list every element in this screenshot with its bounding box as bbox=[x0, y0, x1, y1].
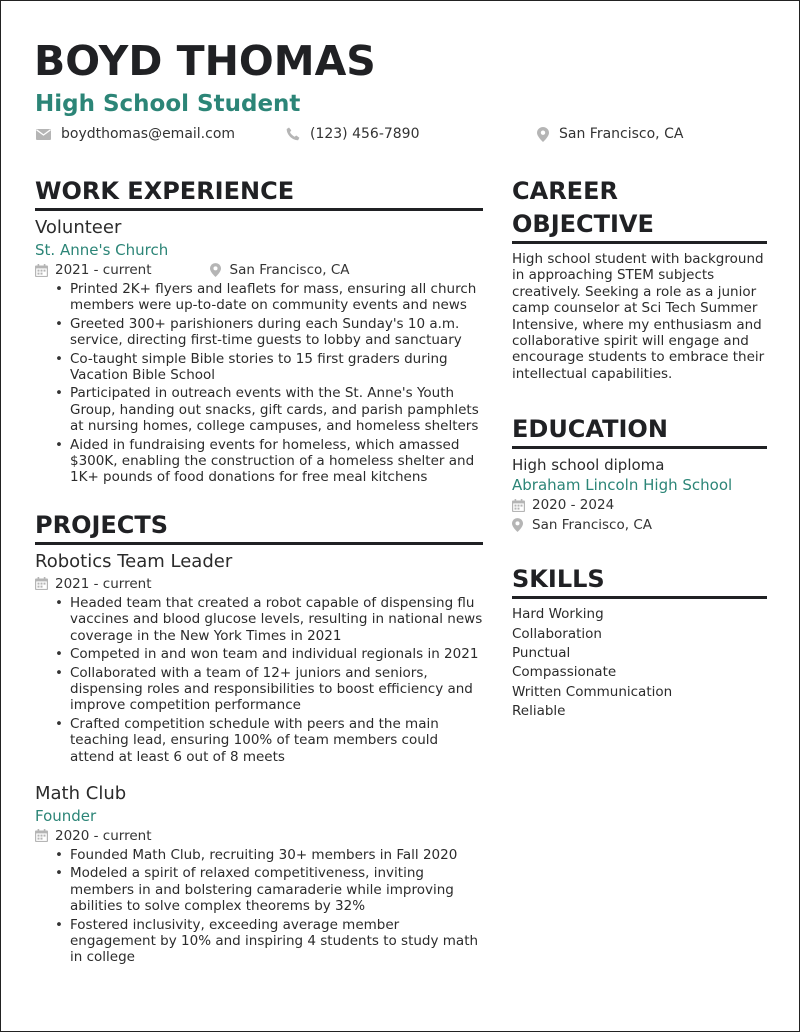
list-item: • Headed team that created a robot capable of dispensing flu vaccines and blood glucose levels, resulting in national news coverage in the New York Times in 2021 bbox=[70, 595, 483, 644]
work-entry-bullets bbox=[35, 281, 483, 486]
envelope-icon bbox=[36, 129, 51, 140]
project-entry-title: Robotics Team Leader bbox=[35, 550, 233, 572]
project-entry-org: Founder bbox=[35, 806, 97, 825]
skill-item: Compassionate bbox=[512, 664, 617, 681]
projects-heading: PROJECTS bbox=[35, 509, 483, 545]
career-objective-text: High school student with background in approaching STEM subjects creatively. Seeking a role as a junior camp counselor at Sci Tech Summer Intensive, where my enthusiasm and collaborative spirit will engage and encourage students to embrace their intellectual capabilities. bbox=[512, 251, 765, 382]
work-entry-org: St. Anne's Church bbox=[35, 241, 169, 259]
list-item: • Aided in fundraising events for homeless, which amassed $300K, enabling the construction of a homeless shelter and 1K+ pounds of food donations for free meal kitchens bbox=[70, 437, 483, 486]
education-location-row bbox=[512, 515, 767, 535]
project-entry-meta bbox=[35, 574, 483, 594]
candidate-name: BOYD THOMAS bbox=[34, 37, 376, 85]
list-item: • Founded Math Club, recruiting 30+ members in Fall 2020 bbox=[70, 847, 483, 863]
skill-item: Written Communication bbox=[512, 683, 673, 700]
calendar-icon bbox=[35, 829, 48, 842]
contact-email[interactable] bbox=[36, 124, 235, 144]
work-entry-dates: 2021 - current bbox=[55, 262, 152, 278]
work-entry-location: San Francisco, CA bbox=[229, 262, 350, 278]
project-entry-bullets bbox=[35, 847, 483, 966]
email-text: boydthomas@email.com bbox=[61, 126, 236, 142]
work-entry bbox=[35, 216, 483, 486]
education-location: San Francisco, CA bbox=[532, 517, 652, 534]
project-entry-title: Math Club bbox=[35, 782, 127, 804]
contact-location bbox=[537, 124, 683, 144]
list-item: • Collaborated with a team of 12+ juniors and seniors, dispensing roles and responsibilities to boost efficiency and improve competition performance bbox=[70, 665, 483, 714]
project-entry bbox=[35, 550, 483, 765]
education-school: Abraham Lincoln High School bbox=[512, 476, 733, 495]
project-entry-meta bbox=[35, 826, 483, 846]
list-item: • Printed 2K+ flyers and leaflets for mass, ensuring all church members were up-to-date on community events and news bbox=[70, 281, 483, 314]
map-pin-icon bbox=[512, 518, 523, 532]
project-entry-dates: 2021 - current bbox=[55, 575, 152, 592]
list-item: • Participated in outreach events with the St. Anne's Youth Group, handing out snacks, gift cards, and parish pamphlets at nursing homes, college campuses, and homeless shelters bbox=[70, 385, 483, 434]
skill-item: Hard Working bbox=[512, 606, 604, 623]
contact-phone[interactable] bbox=[286, 124, 420, 144]
list-item: • Greeted 300+ parishioners during each Sunday's 10 a.m. service, directing first-time guests to lobby and sanctuary bbox=[70, 316, 483, 349]
project-entry bbox=[35, 782, 483, 966]
location-text: San Francisco, CA bbox=[559, 126, 684, 142]
work-entry-title: Volunteer bbox=[35, 217, 122, 238]
phone-icon bbox=[286, 127, 300, 141]
education-heading: EDUCATION bbox=[512, 413, 767, 449]
skill-item: Punctual bbox=[512, 645, 571, 662]
list-item: • Competed in and won team and individual regionals in 2021 bbox=[70, 646, 483, 662]
education-dates: 2020 - 2024 bbox=[532, 497, 615, 514]
calendar-icon bbox=[512, 499, 525, 512]
education-entry bbox=[512, 455, 767, 535]
map-pin-icon bbox=[210, 263, 221, 277]
skill-item: Collaboration bbox=[512, 625, 602, 642]
skills-list bbox=[512, 605, 767, 721]
list-item: • Fostered inclusivity, exceeding average member engagement by 10% and inspiring 4 students to study math in college bbox=[70, 917, 483, 966]
skill-item: Reliable bbox=[512, 703, 566, 720]
right-column bbox=[512, 175, 767, 722]
project-entry-dates: 2020 - current bbox=[55, 827, 152, 844]
candidate-role: High School Student bbox=[35, 91, 301, 117]
list-item: • Crafted competition schedule with peers and the main teaching lead, ensuring 100% of team members could attend at least 6 out of 8 meets bbox=[70, 716, 483, 765]
career-objective-heading: CAREER OBJECTIVE bbox=[512, 175, 767, 244]
skills-heading: SKILLS bbox=[512, 563, 767, 599]
education-degree: High school diploma bbox=[512, 456, 665, 475]
left-column bbox=[35, 175, 483, 968]
list-item: • Co-taught simple Bible stories to 15 first graders during Vacation Bible School bbox=[70, 351, 483, 384]
project-entry-bullets bbox=[35, 595, 483, 765]
calendar-icon bbox=[35, 577, 48, 590]
list-item: • Modeled a spirit of relaxed competitiveness, inviting members in and bolstering camaraderie while improving abilities to solve complex theorems by 32% bbox=[70, 865, 483, 914]
calendar-icon bbox=[35, 264, 48, 277]
work-entry-meta bbox=[35, 260, 483, 280]
education-dates-row bbox=[512, 495, 767, 515]
phone-text: (123) 456-7890 bbox=[310, 126, 420, 142]
work-experience-heading: WORK EXPERIENCE bbox=[35, 175, 483, 211]
map-pin-icon bbox=[537, 127, 549, 142]
